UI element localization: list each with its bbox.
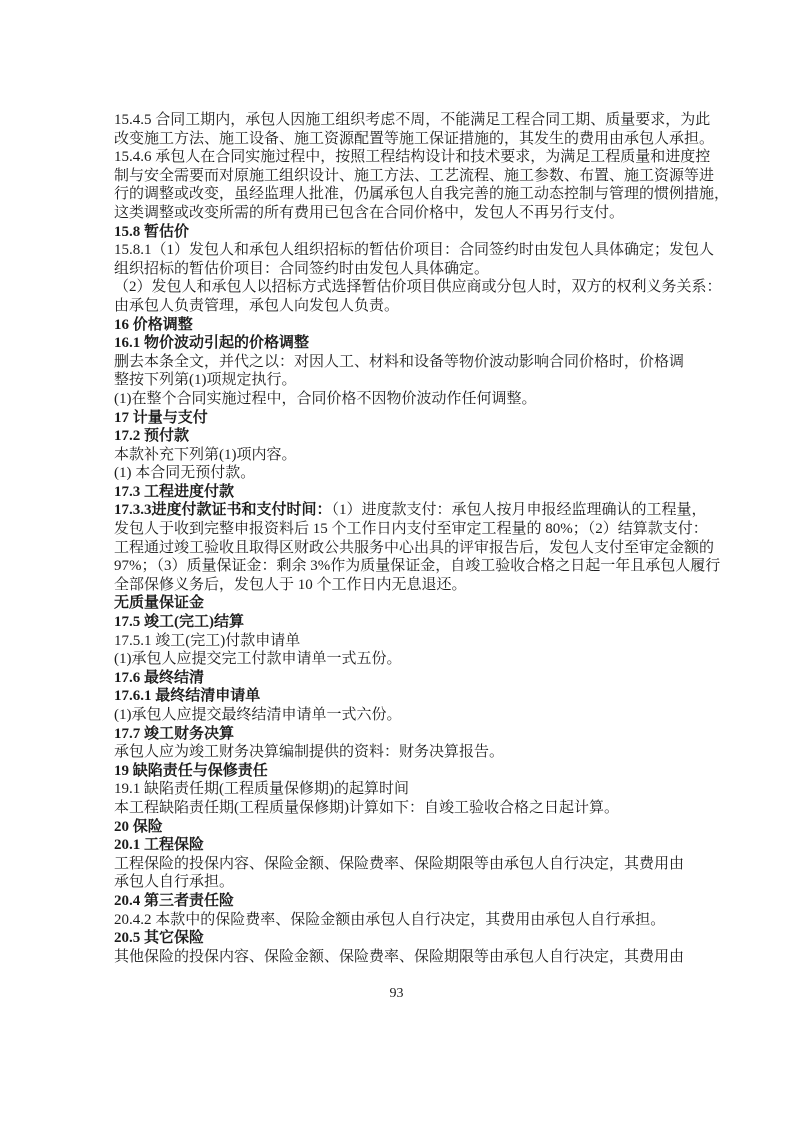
page-number: 93 [389, 986, 404, 1001]
paragraph-line [114, 501, 707, 520]
paragraph-line: 承包人自行承担。 [114, 874, 235, 891]
section-heading: 16.1 物价波动引起的价格调整 [114, 335, 310, 352]
paragraph-line: 15.8.1（1）发包人和承包人组织招标的暂估价项目：合同签约时由发包人具体确定；发包人 [114, 242, 715, 259]
paragraph-line: 15.4.5 合同工期内，承包人因施工组织考虑不周，不能满足工程合同工期、质量要求，为此 [114, 112, 711, 128]
section-heading: 20.5 其它保险 [114, 930, 205, 947]
paragraph-line: 全部保修义务后，发包人于 10 个工作日内无息退还。 [114, 576, 467, 593]
paragraph-line: 整按下列第(1)项规定执行。 [114, 372, 297, 389]
section-heading: 20.1 工程保险 [114, 837, 205, 854]
section-heading: 17.3 工程进度付款 [114, 483, 235, 500]
paragraph-line: 由承包人负责管理，承包人向发包人负责。 [114, 297, 400, 314]
paragraph-line: 制与安全需要而对原施工组织设计、施工方法、工艺流程、施工参数、布置、施工资源等进 [114, 167, 715, 184]
section-heading: 20.4 第三者责任险 [114, 892, 235, 909]
paragraph-line: 17.5.1 竣工(完工)付款申请单 [114, 632, 301, 649]
paragraph-line: 行的调整或改变，虽经监理人批准，仍属承包人自我完善的施工动态控制与管理的惯例措施， [114, 186, 730, 203]
paragraph-line: 本款补充下列第(1)项内容。 [114, 446, 297, 463]
section-heading: 17 计量与支付 [114, 409, 208, 426]
paragraph-line: 15.4.6 承包人在合同实施过程中，按照工程结构设计和技术要求，为满足工程质量和进度控 [114, 149, 711, 166]
paragraph-line: 19.1 缺陷责任期(工程质量保修期)的起算时间 [114, 781, 409, 798]
paragraph-line: 20.4.2 本款中的保险费率、保险金额由承包人自行决定，其费用由承包人自行承担。 [114, 911, 666, 928]
paragraph-line: 承包人应为竣工财务决算编制提供的资料：财务决算报告。 [114, 744, 505, 761]
section-heading: 20 保险 [114, 818, 163, 835]
section-heading: 17.2 预付款 [114, 428, 190, 445]
section-heading: 19 缺陷责任与保修责任 [114, 762, 268, 779]
paragraph-line: 组织招标的暂估价项目：合同签约时由发包人具体确定。 [114, 260, 490, 277]
section-heading: 16 价格调整 [114, 316, 193, 333]
clause-title-lead: 17.3.3进度付款证书和支付时间： [114, 502, 332, 519]
paragraph-line: 删去本条全文，并代之以：对因人工、材料和设备等物价波动影响合同价格时，价格调 [114, 353, 685, 370]
section-heading: 15.8 暂估价 [114, 223, 190, 240]
section-heading: 17.5 竣工(完工)结算 [114, 614, 244, 631]
section-heading: 17.6.1 最终结清申请单 [114, 688, 261, 705]
paragraph-line: 工程通过竣工验收且取得区财政公共服务中心出具的评审报告后，发包人支付至审定金额的 [114, 539, 715, 556]
paragraph-line: （2）发包人和承包人以招标方式选择暂估价项目供应商或分包人时，双方的权利义务关系： [114, 279, 722, 296]
paragraph-line: (1)承包人应提交完工付款申请单一式五份。 [114, 651, 402, 668]
paragraph-line: 工程保险的投保内容、保险金额、保险费率、保险期限等由承包人自行决定，其费用由 [114, 855, 685, 872]
paragraph-line: 改变施工方法、施工设备、施工资源配置等施工保证措施的，其发生的费用由承包人承担。 [114, 130, 715, 147]
paragraph-line: 这类调整或改变所需的所有费用已包含在合同价格中，发包人不再另行支付。 [114, 204, 625, 221]
section-heading: 17.7 竣工财务决算 [114, 725, 235, 742]
paragraph-line: 本工程缺陷责任期(工程质量保修期)计算如下：自竣工验收合格之日起计算。 [114, 799, 619, 816]
clause-body-text: （1）进度款支付：承包人按月申报经监理确认的工程量， [331, 502, 707, 519]
section-heading: 17.6 最终结清 [114, 669, 205, 686]
paragraph-line: (1) 本合同无预付款。 [114, 465, 256, 482]
paragraph-line: (1)在整个合同实施过程中，合同价格不因物价波动作任何调整。 [114, 390, 537, 407]
section-heading: 无质量保证金 [114, 595, 205, 612]
paragraph-line: 97%；（3）质量保证金：剩余 3%作为质量保证金，自竣工验收合格之日起一年且承包人履行 [114, 558, 721, 575]
paragraph-line: 其他保险的投保内容、保险金额、保险费率、保险期限等由承包人自行决定，其费用由 [114, 948, 685, 965]
document-body [114, 111, 730, 966]
paragraph-line: 发包人于收到完整申报资料后 15 个工作日内支付至审定工程量的 80%；（2）结算款支付： [114, 521, 708, 538]
paragraph-line: (1)承包人应提交最终结清申请单一式六份。 [114, 707, 402, 723]
